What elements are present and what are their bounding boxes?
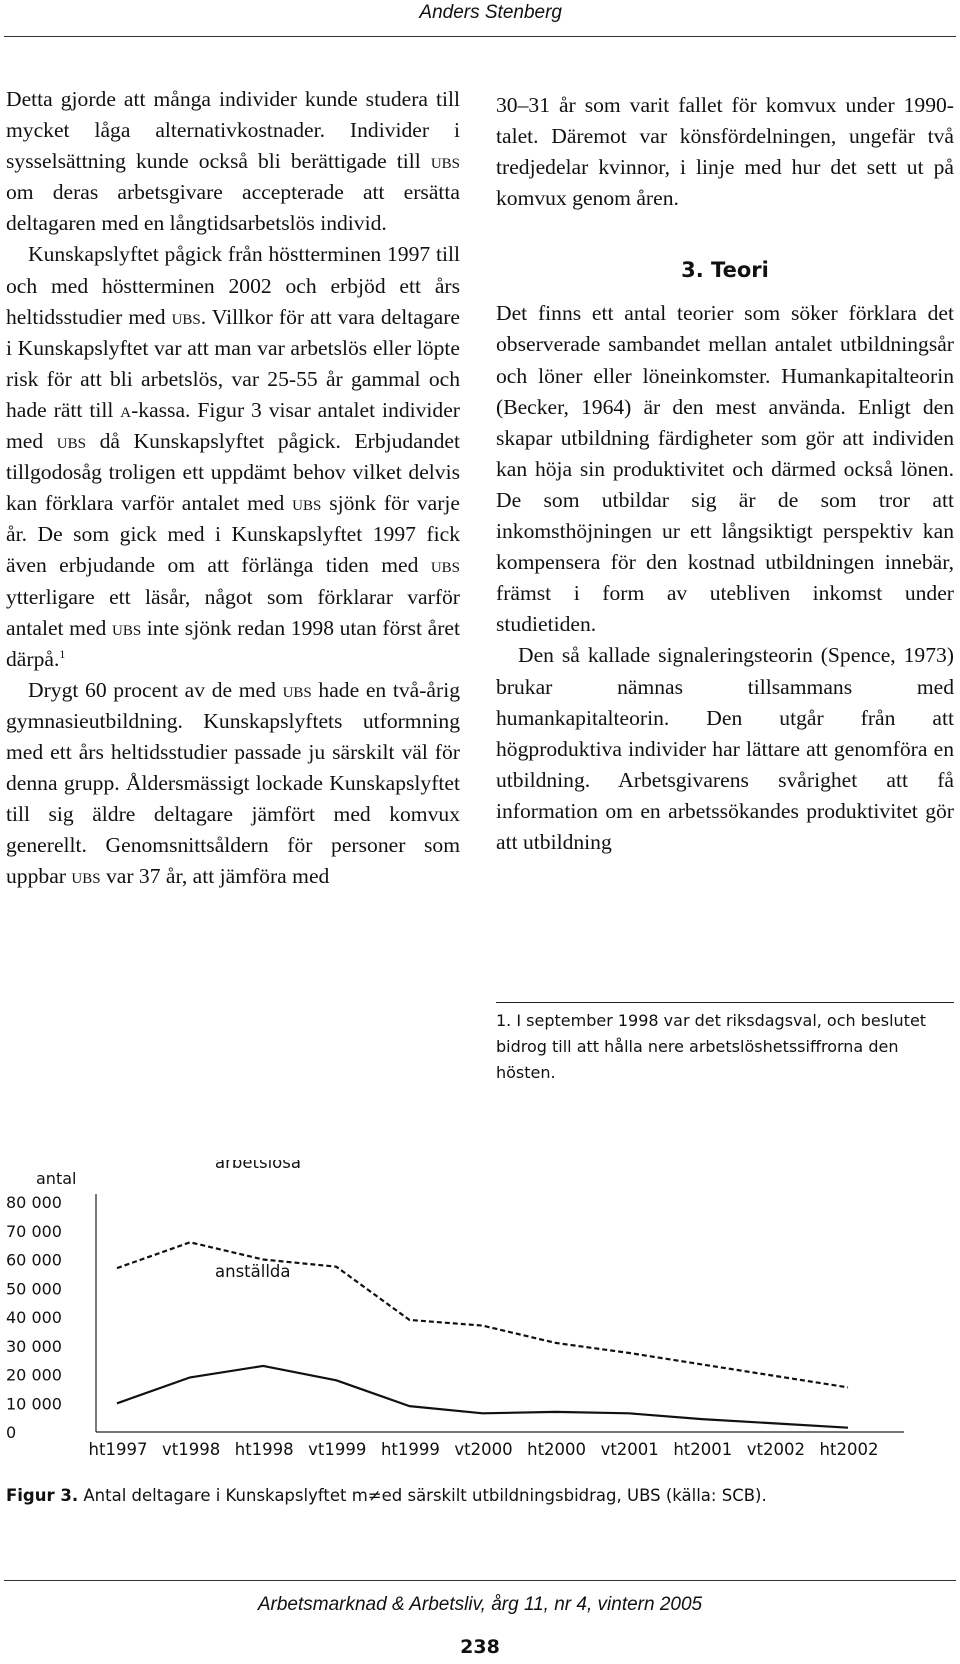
- text-run: då Kunskapslyftet pågick. Erbjudandet tillgodosåg troligen ett uppdämt behov vilket delvis kan förklara varför antalet med: [6, 429, 460, 516]
- y-tick-label: 40 000: [6, 1308, 62, 1327]
- left-paragraph-1: [6, 84, 460, 239]
- x-tick-label: ht2001: [673, 1440, 733, 1459]
- left-paragraph-2: [6, 239, 460, 674]
- text-run: Detta gjorde att många individer kunde studera till mycket låga alternativkostnader. Individer i sysselsättning kunde också bli berättigade till: [6, 87, 460, 174]
- abbr-ubs: ubs: [171, 304, 201, 329]
- annotation-arbetslosa: arbetslösa: [215, 1160, 301, 1172]
- abbr-ubs: ubs: [292, 491, 322, 516]
- x-tick-label: vt2000: [454, 1440, 513, 1459]
- y-axis-label: antal: [36, 1169, 77, 1188]
- y-tick-label: 20 000: [6, 1365, 62, 1385]
- right-paragraph-3: Den så kallade signaleringsteorin (Spence, 1973) brukar nämnas tillsammans med humankapitalteorin. Den utgår från att högproduktiva individer har lättare att genomföra en utbildning. Arbetsgivarens svårighet att få information om en arbetssökandes produktivitet gör att utbildning: [496, 643, 954, 854]
- abbr-ubs: ubs: [282, 677, 312, 702]
- y-tick-label: 50 000: [6, 1279, 62, 1299]
- right-paragraph-2: Det finns ett antal teorier som söker förklara det observerade sambandet mellan antalet utbildningsår och löner eller löneinkomster. Humankapitalteorin (Becker, 1964) är den mest använda. Enligt den skapar utbildning färdigheter som gör att individen kan höja sin produktivitet och därmed också lönen. De som utbildar sig är de som tror att inkomsthöjningen ur ett långsiktigt perspektiv kan kompensera för den kostnad utbildningen innebär, främst i form av utebliven inkomst under studietiden.: [496, 301, 954, 637]
- x-tick-label: ht1997: [88, 1440, 148, 1459]
- text-run: . Villkor för att vara deltagare i Kunskapslyftet var att man var arbetslös eller löpte risk för att bli arbetslös, var 25-55 år gammal och hade rätt till: [6, 304, 460, 422]
- right-column: [496, 90, 954, 858]
- caption-text: Antal deltagare i Kunskapslyftet m≠ed särskilt utbildningsbidrag, UBS (källa: SCB).: [78, 1486, 767, 1505]
- text-run: -kassa. Figur 3 visar antalet individer med: [6, 397, 460, 454]
- series-line-anstallda: [117, 1366, 848, 1428]
- abbr-ubs: ubs: [430, 149, 460, 174]
- x-tick-label: vt2001: [600, 1440, 659, 1459]
- abbr-ubs: ubs: [430, 553, 460, 578]
- text-run: Kunskapslyftet pågick från höstterminen 1997 till och med höstterminen 2002 och erbjöd ett års heltidsstudier med: [6, 242, 460, 329]
- x-tick-label: vt1999: [308, 1440, 367, 1459]
- caption-label: Figur 3.: [6, 1486, 79, 1505]
- header-rule: [4, 36, 956, 37]
- annotation-anstallda: anställda: [215, 1262, 291, 1281]
- section-title: 3. Teori: [681, 258, 769, 283]
- footnote-marker[interactable]: 1: [59, 646, 66, 661]
- text-run: inte sjönk redan 1998 utan först året därpå.: [6, 615, 460, 671]
- footer-rule: [4, 1580, 956, 1581]
- footnote: 1. I september 1998 var det riksdagsval, och beslutet bidrog till att hålla nere arbetslöshetssiffrorna den hösten.: [496, 1011, 927, 1082]
- y-tick-label: 10 000: [6, 1394, 62, 1414]
- x-tick-label: ht2002: [819, 1440, 879, 1459]
- abbr-ubs: ubs: [71, 864, 101, 889]
- running-head-author: Anders Stenberg: [419, 2, 562, 23]
- x-tick-label: ht2000: [527, 1440, 587, 1459]
- x-tick-label: vt1998: [161, 1440, 221, 1459]
- right-paragraph-1: 30–31 år som varit fallet för komvux under 1990-talet. Däremot var könsfördelningen, ungefär två tredjedelar kvinnor, i linje med hur det sett ut på komvux genom åren.: [496, 93, 954, 211]
- abbr-a: a: [120, 397, 132, 422]
- y-tick-label: 0: [6, 1423, 17, 1442]
- text-run: Drygt 60 procent av de med: [28, 677, 283, 702]
- chart-svg: [0, 1160, 960, 1480]
- text-run: sjönk för varje år. De som gick med i Kunskapslyftet 1997 fick även erbjudande om att förlänga tiden med: [6, 491, 460, 578]
- footnote-rule: [496, 1002, 954, 1003]
- text-run: om deras arbetsgivare accepterade att ersätta deltagaren med en långtidsarbetslös individ.: [6, 180, 460, 236]
- figure-3-chart: [0, 1160, 960, 1480]
- y-tick-label: 70 000: [6, 1221, 62, 1241]
- y-tick-label: 60 000: [6, 1250, 62, 1270]
- x-tick-label: ht1998: [234, 1440, 294, 1459]
- left-column: [6, 84, 460, 892]
- y-tick-label: 30 000: [6, 1336, 62, 1356]
- journal-footer: Arbetsmarknad & Arbetsliv, årg 11, nr 4, vintern 2005: [257, 1594, 703, 1615]
- y-tick-label: 80 000: [6, 1193, 62, 1212]
- text-run: ytterligare ett läsår, något som förklarar varför antalet med: [6, 584, 460, 640]
- figure-caption: [6, 1486, 767, 1505]
- abbr-ubs: ubs: [111, 615, 142, 640]
- page-number: 238: [460, 1636, 500, 1658]
- left-paragraph-3: [6, 675, 460, 893]
- x-tick-label: vt2002: [746, 1440, 806, 1459]
- text-run: hade en två-årig gymnasieutbildning. Kunskapslyftets utformning med ett års heltidsstudier passade ju särskilt väl för denna grupp. Åldersmässigt lockade Kunskapslyftet till sig äldre deltagare jämfört med komvux generellt. Genomsnittsåldern för personer som uppbar: [6, 677, 461, 889]
- abbr-ubs: ubs: [56, 429, 86, 454]
- x-tick-label: ht1999: [380, 1440, 440, 1459]
- page-header: [0, 0, 960, 40]
- text-run: var 37 år, att jämföra med: [100, 864, 330, 889]
